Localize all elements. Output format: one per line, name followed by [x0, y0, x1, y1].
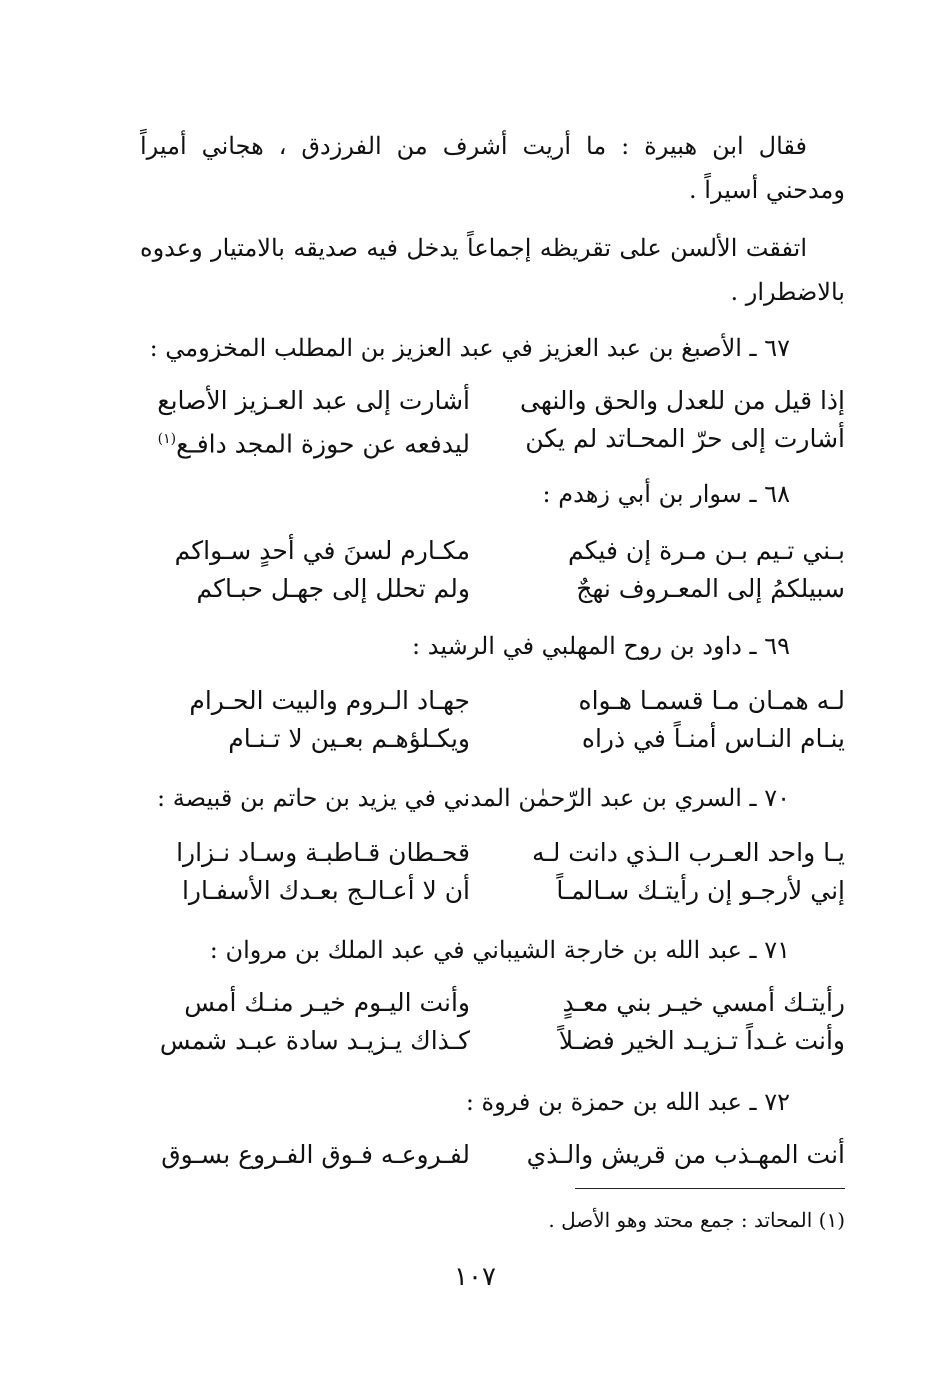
verse-line [140, 420, 845, 458]
verse-first-hemistich: ينـام النـاس أمنـاً في ذراه [581, 724, 845, 753]
verse-second-hemistich: ولم تحلل إلى جهـل حبـاكم [196, 574, 470, 603]
verse-line [140, 834, 845, 872]
verse-line [140, 570, 845, 608]
page-number: ١٠٧ [454, 1262, 496, 1292]
verse-line [140, 1022, 845, 1060]
verse-line [140, 532, 845, 570]
verse-line [140, 682, 845, 720]
verse-first-hemistich: إذا قيل من للعدل والحق والنهى [519, 386, 845, 415]
verse-first-hemistich: سبيلكمُ إلى المعـروف نهجٌ [576, 574, 845, 603]
verse-first-hemistich: يـا واحد العـرب الـذي دانت لـه [531, 838, 845, 867]
verse-line [140, 1136, 845, 1174]
verse-second-hemistich: جهـاد الـروم والبيت الحـرام [189, 686, 470, 715]
verse-block-69 [140, 682, 845, 758]
verse-second-hemistich: كـذاك يـزيـد سادة عبـد شمس [159, 1026, 470, 1055]
verse-second-hemistich: أشارت إلى عبد العـزيز الأصابع [157, 386, 470, 415]
verse-first-hemistich: أشارت إلى حرّ المحـاتد لم يكن [525, 424, 845, 453]
verse-block-70 [140, 834, 845, 910]
verse-second-hemistich: ويكـلؤهـم بعـين لا تـنـام [228, 724, 470, 753]
entry-heading-72: ٧٢ ـ عبد الله بن حمزة بن فروة : [465, 1088, 790, 1116]
verse-first-hemistich: وأنت غـداً تـزيـد الخير فضـلاً [558, 1026, 845, 1055]
verse-second-hemistich [157, 420, 470, 459]
verse-first-hemistich: بـني تـيم بـن مـرة إن فيكم [567, 536, 845, 565]
footnote: (١) المحاتد : جمع محتد وهو الأصل . [548, 1208, 845, 1232]
entry-heading-69: ٦٩ ـ داود بن روح المهلبي في الرشيد : [412, 632, 790, 660]
verse-line [140, 984, 845, 1022]
entry-heading-70: ٧٠ ـ السري بن عبد الرّحمٰن المدني في يزيد بن حاتم بن قبيصة : [157, 784, 790, 812]
verse-block-71 [140, 984, 845, 1060]
entry-heading-68: ٦٨ ـ سوار بن أبي زهدم : [542, 480, 790, 508]
verse-block-68 [140, 532, 845, 608]
hemistich-text: ليدفعه عن حوزة المجد دافـع [176, 429, 470, 459]
verse-first-hemistich: إني لأرجـو إن رأيتـك سـالمـاً [556, 876, 845, 905]
verse-block-67 [140, 382, 845, 458]
verse-second-hemistich: وأنت اليـوم خيـر منـك أمس [184, 988, 470, 1017]
verse-line [140, 382, 845, 420]
verse-second-hemistich: لفـروعـه فـوق الفـروع بسـوق [161, 1140, 470, 1169]
paragraph-ibn-hubayra: فقال ابن هبيرة : ما أريت أشرف من الفرزدق ، هجاني أميراً ومدحني أسيراً . [140, 132, 845, 204]
entry-heading-67: ٦٧ ـ الأصبغ بن عبد العزيز في عبد العزيز بن المطلب المخزومي : [149, 334, 790, 362]
verse-second-hemistich: مكـارم لسنَ في أحدٍ سـواكم [174, 536, 470, 565]
verse-second-hemistich: أن لا أعـالـج بعـدك الأسفـارا [181, 876, 470, 905]
verse-second-hemistich: قحـطان قـاطبـة وسـاد نـزارا [176, 838, 470, 867]
verse-first-hemistich: رأيتـك أمسي خيـر بني معـدٍ [562, 988, 845, 1017]
verse-line [140, 720, 845, 758]
verse-first-hemistich: لـه همـان مـا قسمـا هـواه [578, 686, 845, 715]
footnote-divider [575, 1188, 845, 1189]
verse-block-72 [140, 1136, 845, 1174]
verse-first-hemistich: أنت المهـذب من قريش والـذي [526, 1140, 845, 1169]
footnote-marker: (١) [157, 431, 177, 447]
paragraph-consensus: اتفقت الألسن على تقريظه إجماعاً يدخل فيه صديقه بالامتيار وعدوه بالاضطرار . [140, 234, 845, 306]
verse-line [140, 872, 845, 910]
entry-heading-71: ٧١ ـ عبد الله بن خارجة الشيباني في عبد الملك بن مروان : [209, 936, 790, 964]
